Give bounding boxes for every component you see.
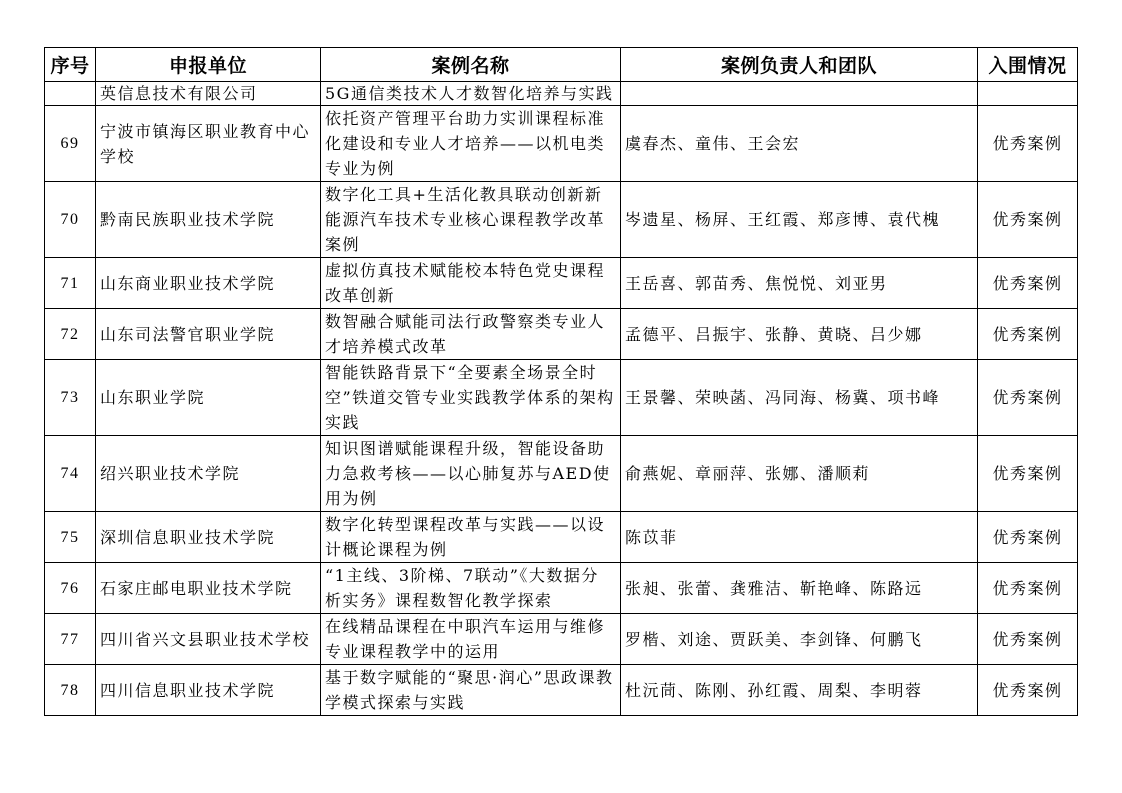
cell-case-name: 数字化工具+生活化教具联动创新新能源汽车技术专业核心课程教学改革案例: [321, 182, 621, 258]
cell-unit: 深圳信息职业技术学院: [96, 512, 321, 563]
cell-no: 70: [45, 182, 96, 258]
cell-no: 77: [45, 614, 96, 665]
table-header: [45, 48, 1078, 82]
table-body: [45, 82, 1078, 716]
cell-unit: 绍兴职业技术学院: [96, 436, 321, 512]
cell-unit: 山东商业职业技术学院: [96, 258, 321, 309]
table-row: [45, 512, 1078, 563]
cell-no: 73: [45, 360, 96, 436]
cell-team: 王岳喜、郭苗秀、焦悦悦、刘亚男: [621, 258, 978, 309]
cell-case-name: 智能铁路背景下“全要素全场景全时空”铁道交管专业实践教学体系的架构实践: [321, 360, 621, 436]
cell-team: 俞燕妮、章丽萍、张娜、潘顺莉: [621, 436, 978, 512]
cell-team: 陈苡菲: [621, 512, 978, 563]
cell-unit: 黔南民族职业技术学院: [96, 182, 321, 258]
cell-unit: 四川省兴文县职业技术学校: [96, 614, 321, 665]
table-row: [45, 106, 1078, 182]
cell-status: 优秀案例: [978, 563, 1078, 614]
header-case-name: 案例名称: [321, 48, 621, 82]
table-row: [45, 182, 1078, 258]
cell-team: 王景馨、荣映菡、冯同海、杨冀、项书峰: [621, 360, 978, 436]
cell-status: 优秀案例: [978, 665, 1078, 716]
header-team: 案例负责人和团队: [621, 48, 978, 82]
cell-status: 优秀案例: [978, 614, 1078, 665]
cell-no: 71: [45, 258, 96, 309]
cell-status: [978, 82, 1078, 106]
cell-unit: 山东司法警官职业学院: [96, 309, 321, 360]
cell-team: 张昶、张蕾、龚雅洁、靳艳峰、陈路远: [621, 563, 978, 614]
cell-team: 岑遗星、杨屏、王红霞、郑彦博、袁代槐: [621, 182, 978, 258]
cell-unit: 四川信息职业技术学院: [96, 665, 321, 716]
cell-team: [621, 82, 978, 106]
cell-unit: 山东职业学院: [96, 360, 321, 436]
cell-unit: 宁波市镇海区职业教育中心学校: [96, 106, 321, 182]
cell-team: 孟德平、吕振宇、张静、黄晓、吕少娜: [621, 309, 978, 360]
cell-case-name: 数字化转型课程改革与实践——以设计概论课程为例: [321, 512, 621, 563]
cell-case-name: 虚拟仿真技术赋能校本特色党史课程改革创新: [321, 258, 621, 309]
cell-status: 优秀案例: [978, 309, 1078, 360]
table-row: [45, 258, 1078, 309]
cell-status: 优秀案例: [978, 360, 1078, 436]
table-row: [45, 309, 1078, 360]
cell-no: 69: [45, 106, 96, 182]
table-row: [45, 614, 1078, 665]
cell-case-name: 基于数字赋能的“聚思·润心”思政课教学模式探索与实践: [321, 665, 621, 716]
cell-case-name: 依托资产管理平台助力实训课程标准化建设和专业人才培养——以机电类专业为例: [321, 106, 621, 182]
header-status: 入围情况: [978, 48, 1078, 82]
cell-unit: 英信息技术有限公司: [96, 82, 321, 106]
cell-no: 76: [45, 563, 96, 614]
header-unit: 申报单位: [96, 48, 321, 82]
table-row: [45, 360, 1078, 436]
cell-team: 虞春杰、童伟、王会宏: [621, 106, 978, 182]
cell-team: 杜沅茼、陈刚、孙红霞、周梨、李明蓉: [621, 665, 978, 716]
header-row: [45, 48, 1078, 82]
table-row-partial: [45, 82, 1078, 106]
cell-status: 优秀案例: [978, 106, 1078, 182]
cell-case-name: “1主线、3阶梯、7联动”《大数据分析实务》课程数智化教学探索: [321, 563, 621, 614]
cell-case-name: 数智融合赋能司法行政警察类专业人才培养模式改革: [321, 309, 621, 360]
table-row: [45, 563, 1078, 614]
header-no: 序号: [45, 48, 96, 82]
cell-status: 优秀案例: [978, 258, 1078, 309]
cell-no: 75: [45, 512, 96, 563]
cell-status: 优秀案例: [978, 512, 1078, 563]
case-table: [44, 47, 1078, 716]
table-row: [45, 665, 1078, 716]
cell-no: 72: [45, 309, 96, 360]
cell-status: 优秀案例: [978, 436, 1078, 512]
cell-case-name: 知识图谱赋能课程升级，智能设备助力急救考核——以心肺复苏与AED使用为例: [321, 436, 621, 512]
cell-team: 罗楷、刘途、贾跃美、李剑锋、何鹏飞: [621, 614, 978, 665]
cell-case-name: 5G通信类技术人才数智化培养与实践: [321, 82, 621, 106]
cell-no: [45, 82, 96, 106]
cell-case-name: 在线精品课程在中职汽车运用与维修专业课程教学中的运用: [321, 614, 621, 665]
table-row: [45, 436, 1078, 512]
cell-unit: 石家庄邮电职业技术学院: [96, 563, 321, 614]
cell-status: 优秀案例: [978, 182, 1078, 258]
cell-no: 74: [45, 436, 96, 512]
cell-no: 78: [45, 665, 96, 716]
